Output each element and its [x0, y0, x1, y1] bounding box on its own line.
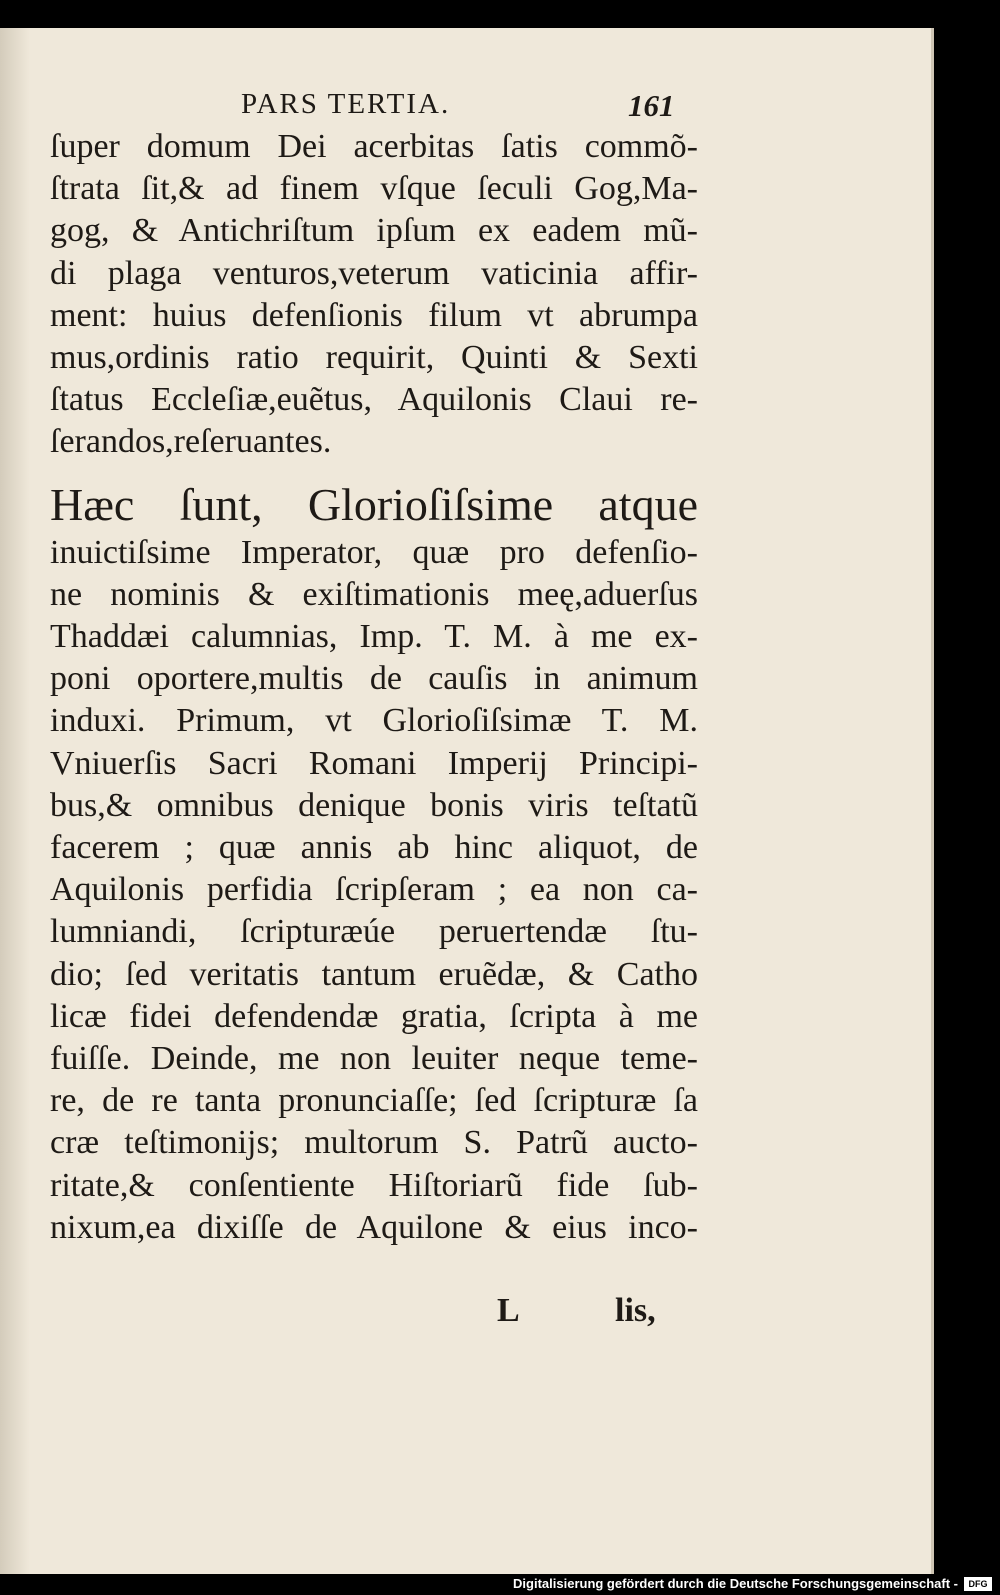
text-line: ment: huius defenſionis filum vt abrumpa	[50, 296, 698, 334]
dfg-logo-icon: DFG	[964, 1577, 992, 1591]
text-line: Thaddæi calumnias, Imp. T. M. à me ex-	[50, 618, 698, 656]
running-head: PARS TERTIA.	[241, 88, 451, 120]
paragraph-lead-line: Hæc ſunt, Glorioſiſsime atque	[50, 478, 698, 530]
text-line: inuictiſsime Imperator, quæ pro defenſio-	[50, 533, 698, 571]
text-line: re, de re tanta pronunciaſſe; ſed ſcripturæ ſa	[50, 1082, 698, 1120]
body-text	[50, 126, 698, 1249]
text-line: facerem ; quæ annis ab hinc aliquot, de	[50, 829, 698, 867]
text-line: fuiſſe. Deinde, me non leuiter neque teme-	[50, 1040, 698, 1078]
page-footer-catchwords	[0, 1292, 934, 1336]
paragraph-2	[50, 480, 698, 1249]
text-line: Vniuerſis Sacri Romani Imperij Principi-	[50, 744, 698, 782]
text-line: ſtrata ſit,& ad finem vſque ſeculi Gog,Ma-	[50, 170, 698, 208]
page-number: 161	[628, 88, 675, 123]
catchword: lis,	[615, 1292, 656, 1329]
text-line: bus,& omnibus denique bonis viris teſtatũ	[50, 786, 698, 824]
text-line: cræ teſtimonijs; multorum S. Patrũ aucto-	[50, 1124, 698, 1162]
text-line: mus,ordinis ratio requirit, Quinti & Sexti	[50, 339, 698, 377]
text-line: ſerandos,reſeruantes.	[50, 423, 332, 461]
text-line: ne nominis & exiſtimationis meę,aduerſus	[50, 575, 698, 613]
text-line: ſtatus Eccleſiæ,euẽtus, Aquilonis Claui re-	[50, 381, 698, 419]
text-line: di plaga venturos,veterum vaticinia affir-	[50, 254, 698, 292]
text-line: poni oportere,multis de cauſis in animum	[50, 660, 698, 698]
text-line: induxi. Primum, vt Glorioſiſsimæ T. M.	[50, 702, 698, 740]
paragraph-1	[50, 126, 698, 464]
text-line: lumniandi, ſcripturæúe peruertendæ ſtu-	[50, 913, 698, 951]
book-page	[0, 28, 934, 1574]
text-line: nixum,ea dixiſſe de Aquilone & eius inco-	[50, 1208, 698, 1246]
text-line: Aquilonis perfidia ſcripſeram ; ea non ca-	[50, 871, 698, 909]
text-line: dio; ſed veritatis tantum eruẽdæ, & Catho	[50, 955, 698, 993]
text-line: ritate,& conſentiente Hiſtoriarũ fide ſub-	[50, 1166, 698, 1204]
text-line: ſuper domum Dei acerbitas ſatis commõ-	[50, 128, 698, 165]
signature-mark: L	[497, 1292, 520, 1329]
text-line: gog, & Antichriſtum ipſum ex eadem mũ-	[50, 212, 698, 250]
footer-credit: Digitalisierung gefördert durch die Deutsche Forschungsgemeinschaft -	[513, 1576, 958, 1591]
digitization-footer	[0, 1574, 1000, 1595]
text-line: licæ fidei defendendæ gratia, ſcripta à me	[50, 997, 698, 1035]
page-gutter-shadow	[0, 28, 30, 1574]
